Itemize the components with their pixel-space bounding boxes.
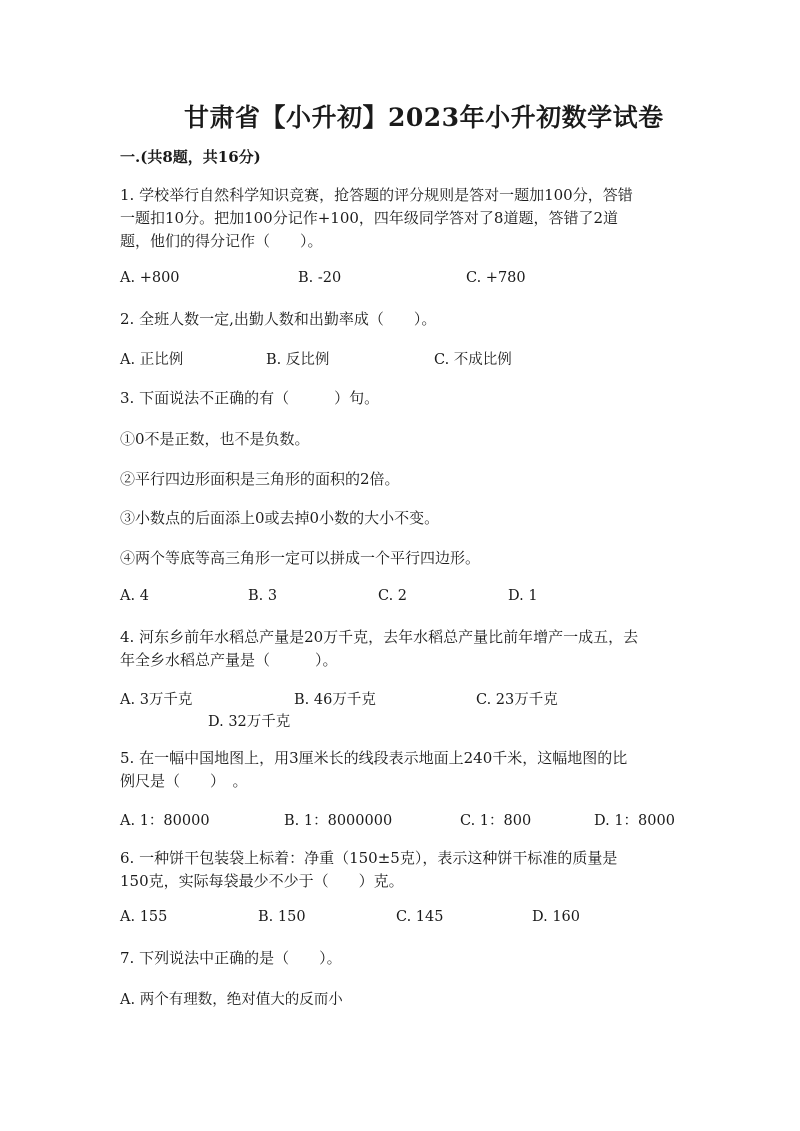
q5-option-a[interactable]: A. 1：80000 — [120, 813, 210, 829]
q1-option-b[interactable]: B. -20 — [298, 270, 342, 286]
q7-option-a[interactable]: A. 两个有理数，绝对值大的反而小 — [120, 992, 343, 1008]
q1-line-2: 一题扣10分。把加100分记作+100，四年级同学答对了8道题，答错了2道 — [120, 209, 619, 227]
q6-option-c[interactable]: C. 145 — [396, 909, 444, 925]
q4-option-a[interactable]: A. 3万千克 — [120, 692, 193, 708]
q5-option-d[interactable]: D. 1：8000 — [594, 813, 675, 829]
q3-option-d[interactable]: D. 1 — [508, 588, 538, 604]
q5-line-1: 5. 在一幅中国地图上，用3厘米长的线段表示地面上240千米，这幅地图的比 — [120, 749, 628, 767]
q4-line-1: 4. 河东乡前年水稻总产量是20万千克，去年水稻总产量比前年增产一成五，去 — [120, 628, 639, 646]
q1-line-1: 1. 学校举行自然科学知识竞赛，抢答题的评分规则是答对一题加100分，答错 — [120, 186, 633, 204]
q1-line-3: 题，他们的得分记作（ ）。 — [120, 232, 323, 250]
q3-statement-4: ④两个等底等高三角形一定可以拼成一个平行四边形。 — [120, 549, 481, 567]
q2-option-b[interactable]: B. 反比例 — [266, 352, 330, 368]
section-heading: 一.(共8题，共16分) — [120, 148, 261, 166]
q4-option-d[interactable]: D. 32万千克 — [208, 714, 291, 730]
q3-option-a[interactable]: A. 4 — [120, 588, 149, 604]
q3-statement-1: ①0不是正数，也不是负数。 — [120, 430, 310, 448]
q7-line-1: 7. 下列说法中正确的是（ ）。 — [120, 949, 342, 967]
q6-option-a[interactable]: A. 155 — [120, 909, 168, 925]
q4-option-b[interactable]: B. 46万千克 — [294, 692, 376, 708]
q6-line-1: 6. 一种饼干包装袋上标着：净重（150±5克），表示这种饼干标准的质量是 — [120, 849, 618, 867]
q3-statement-2: ②平行四边形面积是三角形的面积的2倍。 — [120, 470, 400, 488]
q3-option-c[interactable]: C. 2 — [378, 588, 408, 604]
q5-option-c[interactable]: C. 1：800 — [460, 813, 532, 829]
q2-option-c[interactable]: C. 不成比例 — [434, 352, 512, 368]
q1-option-a[interactable]: A. +800 — [120, 270, 180, 286]
q6-option-b[interactable]: B. 150 — [258, 909, 306, 925]
q5-option-b[interactable]: B. 1：8000000 — [284, 813, 393, 829]
q3-statement-3: ③小数点的后面添上0或去掉0小数的大小不变。 — [120, 509, 440, 527]
q3-line-1: 3. 下面说法不正确的有（ ）句。 — [120, 389, 380, 407]
q5-line-2: 例尺是（ ） 。 — [120, 772, 248, 790]
q6-line-2: 150克，实际每袋最少不少于（ ）克。 — [120, 872, 404, 890]
q4-line-2: 年全乡水稻总产量是（ ）。 — [120, 651, 338, 669]
q3-option-b[interactable]: B. 3 — [248, 588, 278, 604]
q4-option-c[interactable]: C. 23万千克 — [476, 692, 558, 708]
q2-line-1: 2. 全班人数一定,出勤人数和出勤率成（ ）。 — [120, 310, 437, 328]
q1-option-c[interactable]: C. +780 — [466, 270, 526, 286]
q6-option-d[interactable]: D. 160 — [532, 909, 581, 925]
q2-option-a[interactable]: A. 正比例 — [120, 352, 184, 368]
page-title: 甘肃省【小升初】2023年小升初数学试卷 — [184, 103, 664, 132]
